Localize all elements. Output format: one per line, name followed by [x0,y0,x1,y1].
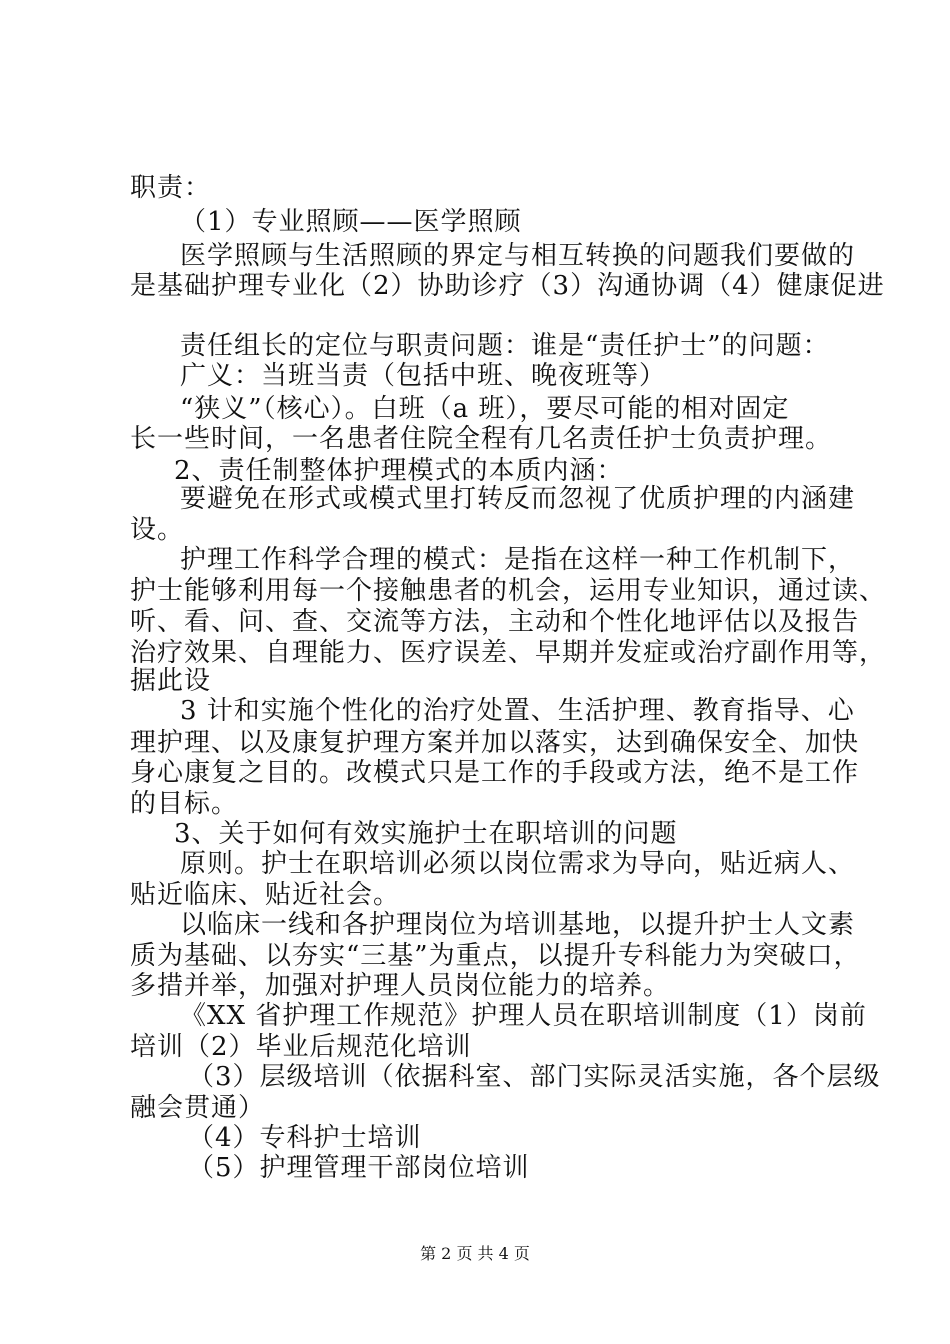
text-line: 听、看、问、查、交流等方法，主动和个性化地评估以及报告 [130,607,860,637]
text-line: “狭义”（核心）。白班（a 班），要尽可能的相对固定 [180,394,790,424]
text-line: 责任组长的定位与职责问题：谁是“责任护士”的问题： [180,331,830,361]
text-line: 贴近临床、贴近社会。 [130,880,401,910]
text-line: （3）层级培训（依据科室、部门实际灵活实施，各个层级 [188,1062,881,1092]
text-line: 治疗效果、自理能力、医疗误差、早期并发症或治疗副作用等， [130,638,887,668]
text-line: （4）专科护士培训 [188,1123,422,1153]
text-line: 培训（2）毕业后规范化培训 [130,1032,472,1062]
text-line: 以临床一线和各护理岗位为培训基地，以提升护士人文素 [180,910,856,940]
text-line: 3、关于如何有效实施护士在职培训的问题 [174,819,678,849]
text-line: 据此设 [130,666,212,696]
text-line: （1）专业照顾——医学照顾 [180,207,522,237]
text-line: 要避免在形式或模式里打转反而忽视了优质护理的内涵建 [180,484,856,514]
page-footer: 第 2 页 共 4 页 [420,1244,530,1263]
text-line: 设。 [130,515,185,545]
text-line: 理护理、以及康复护理方案并加以落实，达到确保安全、加快 [130,728,860,758]
text-line: （5）护理管理干部岗位培训 [188,1153,530,1183]
text-line: 护理工作科学合理的模式：是指在这样一种工作机制下， [180,545,856,575]
text-line: 3 计和实施个性化的治疗处置、生活护理、教育指导、心 [180,696,855,726]
text-line: 2、责任制整体护理模式的本质内涵： [174,456,624,486]
text-line: 长一些时间，一名患者住院全程有几名责任护士负责护理。 [130,424,833,454]
text-line: 原则。护士在职培训必须以岗位需求为导向，贴近病人、 [180,849,856,879]
text-line: 护士能够利用每一个接触患者的机会，运用专业知识，通过读、 [130,576,887,606]
text-line: 质为基础、以夯实“三基”为重点，以提升专科能力为突破口， [130,941,861,971]
text-line: 的目标。 [130,789,239,819]
text-line: 《XX 省护理工作规范》护理人员在职培训制度（1）岗前 [180,1001,867,1031]
text-line: 广义：当班当责（包括中班、晚夜班等） [180,361,667,391]
text-line: 是基础护理专业化（2）协助诊疗（3）沟通协调（4）健康促进 [130,271,885,301]
text-line: 融会贯通） [130,1093,266,1123]
text-line: 医学照顾与生活照顾的界定与相互转换的问题我们要做的 [180,241,856,271]
text-line: 职责： [130,173,212,203]
text-line: 多措并举，加强对护理人员岗位能力的培养。 [130,971,671,1001]
text-line: 身心康复之目的。改模式只是工作的手段或方法，绝不是工作 [130,758,860,788]
